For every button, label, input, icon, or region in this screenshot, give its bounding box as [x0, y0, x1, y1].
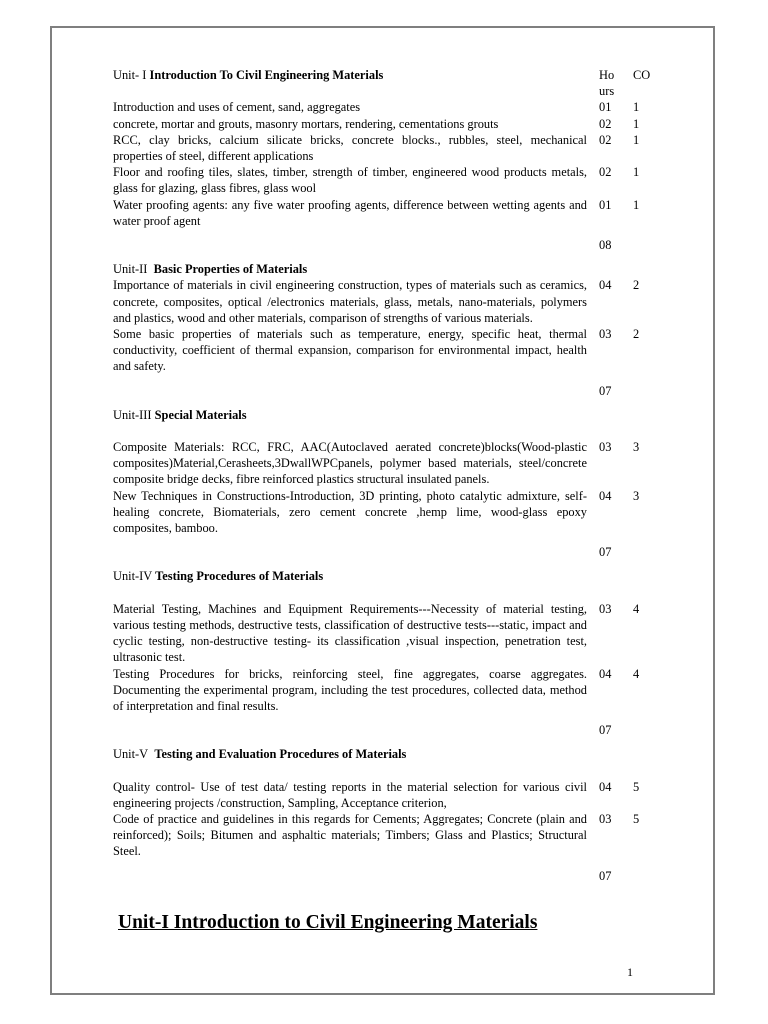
unit-4-total: 07: [599, 723, 612, 738]
unit-1-topic-5: Water proofing agents: any five water proofing agents, difference between wetting agents and water proof agent 01 1: [113, 197, 640, 228]
unit-5-header: [113, 746, 673, 762]
unit-3-prefix: Unit-III: [113, 407, 152, 422]
unit-5-topic-2: Code of practice and guidelines in this regards for Cements; Aggregates; Concrete (plain and reinforced); Soils; Bitumen and asphaltic materials; Timbers; Glass and Plastics; Structural Steel. 03 5: [113, 811, 640, 859]
unit-2-topic-1: Importance of materials in civil engineering construction, types of materials such as ceramics, concrete, composites, optical /electronics materials, glass, metals, nano-materials, polymers and plastics, wood and other materials, comparison of strengths of various materials. 04 2: [113, 278, 640, 325]
unit-1-header: [113, 67, 673, 99]
unit-5-topic-1: Quality control- Use of test data/ testing reports in the material selection for various civil engineering projects /construction, Sampling, Acceptance criterion, 04 5: [113, 779, 640, 810]
unit-1-topic-4: Floor and roofing tiles, slates, timber, strength of timber, engineered wood products metals, glass for glazing, glass fibres, glass wool 02 1: [113, 165, 640, 196]
syllabus-table: [113, 67, 673, 884]
unit-1-topic-2: concrete, mortar and grouts, masonry mortars, rendering, cementations grouts 02 1: [113, 116, 640, 131]
chapter-heading: Unit-I Introduction to Civil Engineering Materials: [118, 912, 538, 933]
unit-1-total: 08: [599, 238, 612, 253]
unit-4-topic-1: Material Testing, Machines and Equipment Requirements---Necessity of material testing, various testing methods, destructive tests, classification of destructive tests---static, impact and cyclic testing, non-destructive testing- its classification ,visual inspection, penetration test, ultrasonic test. 03 4: [113, 601, 640, 665]
unit-2-prefix: Unit-II: [113, 262, 148, 277]
unit-4-prefix: Unit-IV: [113, 569, 153, 584]
co-column-header: CO: [633, 68, 651, 82]
unit-4-title: Testing Procedures of Materials: [155, 569, 324, 584]
page-number: 1: [627, 965, 633, 979]
unit-5-prefix: Unit-V: [113, 747, 149, 762]
unit-3-topic-2: New Techniques in Constructions-Introduction, 3D printing, photo catalytic admixture, self-healing concrete, Biomaterials, zero cement concrete ,hemp lime, wood-glass epoxy composites, bamboo. 04 3: [113, 488, 640, 536]
unit-1-title: Introduction To Civil Engineering Materials: [149, 68, 384, 82]
unit-2-total: 07: [599, 383, 612, 398]
unit-2-header: [113, 261, 673, 277]
unit-1-prefix: Unit- I: [113, 68, 147, 82]
unit-4-header: [113, 568, 673, 584]
hours-column-header: Ho urs: [599, 68, 615, 99]
unit-5-total: 07: [599, 868, 612, 883]
unit-4-topic-2: Testing Procedures for bricks, reinforcing steel, fine aggregates, coarse aggregates. Documenting the experimental program, including the test procedures, collected data, method of interpretation and final results. 04 4: [113, 666, 640, 713]
unit-1-topic-1: Introduction and uses of cement, sand, aggregates 01 1: [113, 100, 640, 115]
unit-2-title: Basic Properties of Materials: [153, 262, 308, 277]
unit-1-topic-3: RCC, clay bricks, calcium silicate bricks, concrete blocks., rubbles, steel, mechanical properties of steel, different applications 02 1: [113, 132, 640, 164]
unit-3-total: 07: [599, 545, 612, 560]
unit-5-title: Testing and Evaluation Procedures of Materials: [154, 747, 407, 762]
unit-3-topic-1: Composite Materials: RCC, FRC, AAC(Autoclaved aerated concrete)blocks(Wood-plastic composites)Material,Cerasheets,3DwallWPCpanels, polymer based materials, steel/concrete composite bridge decks, fibre reinforced plastics structural insulated panels. 03 3: [113, 440, 640, 487]
unit-2-topic-2: Some basic properties of materials such as temperature, energy, specific heat, thermal conductivity, coefficient of thermal expansion, comparison for environmental impact, health and safety. 03 2: [113, 327, 640, 374]
unit-3-header: [113, 407, 673, 423]
unit-3-title: Special Materials: [154, 407, 247, 422]
